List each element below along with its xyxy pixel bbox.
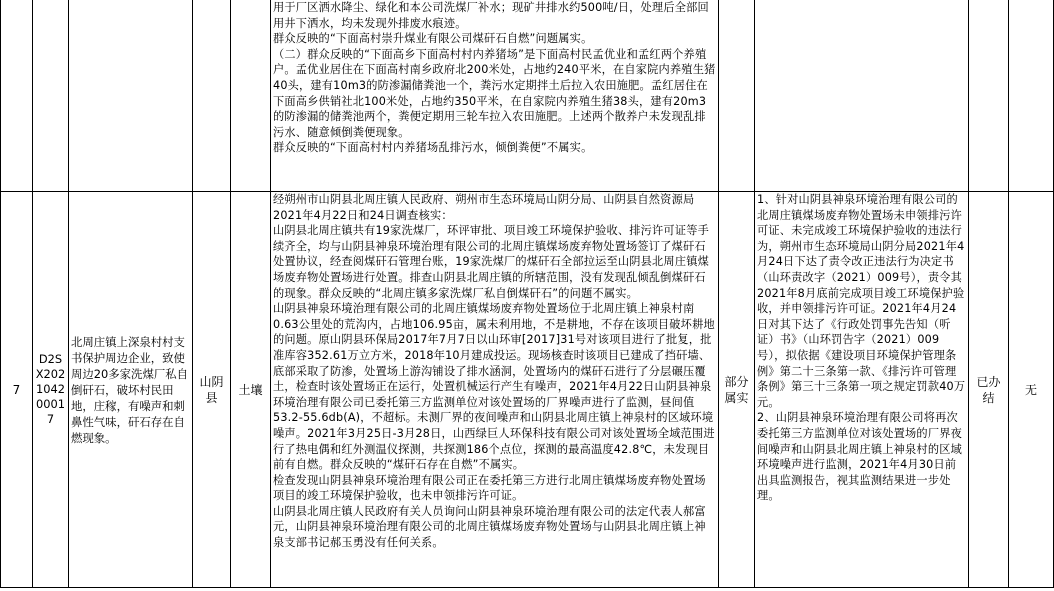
cell-status [969, 0, 1009, 192]
cell-handling [755, 192, 969, 588]
cell-region [193, 0, 231, 192]
cell-note: 无 [1009, 192, 1054, 588]
handling-paragraph: 1、针对山阴县神泉环境治理有限公司的北周庄镇煤场废弃物处置场未申领排污许可证、未完成竣工环境保护验收的违法行为，朔州市生态环境局山阴分局2021年4月24日下达了责令改正违法行为决定书（山环责改字（2021）009号），责令其2021年8月底前完成项目竣工环境保护验收，并申领排污许可证。2021年4月24日对其下达了《行政处罚事先告知（听证）书》（山环罚告字（2021）009号），拟依据《建设项目环境保护管理条例》第二十三条第一款、《排污许可管理条例》第三十三条第一项之规定罚款40万元。 [757, 193, 966, 409]
investigation-paragraph: 用于厂区洒水降尘、绿化和本公司洗煤厂补水；现矿井排水约500吨/日，处理后全部回用井下洒水，均未发现外排废水痕迹。 [273, 1, 709, 30]
investigation-paragraph: 群众反映的“下面高村村内养猪场乱排污水，倾倒粪便”不属实。 [273, 141, 593, 155]
cell-investigation [271, 192, 719, 588]
cell-status: 已办结 [969, 192, 1009, 588]
cell-code [33, 0, 69, 192]
cell-complaint: 北周庄镇上深泉村村支书保护周边企业，致使周边20多家洗煤厂私自倒矸石，破坏村民田地，庄稼，有噪声和刺鼻性气味，矸石存在自燃现象。 [69, 192, 193, 588]
cell-complaint [69, 0, 193, 192]
investigation-paragraph: 山阴县北周庄镇共有19家洗煤厂，环评审批、项目竣工环境保护验收、排污许可证等手续齐全，均与山阴县神泉环境治理有限公司的北周庄镇煤场废弃物处置场签订了煤矸石处置协议，经查阅煤矸石管理台账，19家洗煤厂的煤矸石全部拉运至山阴县北周庄镇煤场废弃物处置场进行处置。排查山阴县北周庄镇的所辖范围，没有发现乱倾乱倒煤矸石的现象。群众反映的“北周庄镇多家洗煤厂私自倒煤矸石”的问题不属实。 [273, 224, 709, 300]
cell-type: 土壤 [231, 192, 271, 588]
table-row [1, 192, 1054, 588]
cell-note [1009, 0, 1054, 192]
investigation-paragraph: （二）群众反映的“下面高乡下面高村村内养猪场”是下面高村民孟优业和孟红两个养殖户。孟优业居住在下面高村南乡政府北200米处，占地约240平米，在自家院内养殖生猪40头，建有10m3的防渗漏储粪池一个，粪污水定期拌土后拉入农田施肥。孟红居住在下面高乡供销社北100米处，占地约350平米，在自家院内养殖生猪38头，建有20m3的防渗漏的储粪池两个，粪便定期用三轮车拉入农田施肥。上述两个散养户未发现乱排污水、随意倾倒粪便现象。 [273, 47, 716, 139]
cell-investigation [271, 0, 719, 192]
cell-region: 山阴县 [193, 192, 231, 588]
cell-type [231, 0, 271, 192]
cell-number [1, 0, 33, 192]
handling-paragraph: 2、山阴县神泉环境治理有限公司将再次委托第三方监测单位对该处置场的厂界夜间噪声和山阴县北周庄镇上神泉村的区域环境噪声进行监测，2021年4月30日前出具监测报告，视其监测结果进一步处理。 [757, 411, 962, 503]
investigation-paragraph: 山阴县北周庄镇人民政府有关人员询问山阴县神泉环境治理有限公司的法定代表人郝富元，山阴县神泉环境治理有限公司的北周庄镇煤场废弃物处置场与山阴县北周庄镇上神泉支部书记郝玉勇没有任何关系。 [273, 504, 706, 550]
investigation-paragraph: 经朔州市山阴县北周庄镇人民政府、朔州市生态环境局山阴分局、山阴县自然资源局2021年4月22日和24日调查核实： [273, 193, 695, 222]
cell-result [719, 0, 755, 192]
table-row [1, 0, 1054, 192]
investigation-paragraph: 山阴县神泉环境治理有限公司的北周庄镇煤场废弃物处置场位于北周庄镇上神泉村南0.63公里处的荒沟内，占地106.95亩，属未利用地，不是耕地，不存在该项目破坏耕地的问题。原山阴县环保局2017年7月7日以山环审[2017]31号对该项目进行了批复，批准库容352.61万立方米，2018年10月建成投运。现场核查时该项目已建成了挡矸墙、底部采取了防渗，处置场上游沟铺设了排水涵洞，处置场内的煤矸石进行了分层碾压覆土，检查时该处置场正在运行，处置机械运行产生有噪声，2021年4月22日山阴县神泉环境治理有限公司已委托第三方监测单位对该处置场的厂界噪声进行了监测，昼间值53.2-55.6db(A)，不超标。未测厂界的夜间噪声和山阴县北周庄镇上神泉村的区域环境噪声。2021年3月25日-3月28日，山西绿巨人环保科技有限公司对该处置场全域范围进行了热电偶和红外测温仪探测，共探测186个点位，探测的最高温度42.8℃，未发现目前有自燃。群众反映的“煤矸石存在自燃”不属实。 [273, 302, 715, 472]
cell-number: 7 [1, 192, 33, 588]
cell-handling [755, 0, 969, 192]
investigation-paragraph: 群众反映的“下面高村崇升煤业有限公司煤矸石自燃”问题属实。 [273, 32, 593, 46]
cell-result: 部分属实 [719, 192, 755, 588]
investigation-paragraph: 检查发现山阴县神泉环境治理有限公司正在委托第三方进行北周庄镇煤场废弃物处置场项目的竣工环境保护验收，也未申领排污许可证。 [273, 473, 706, 503]
cell-code: D2SX202104200017 [33, 192, 69, 588]
